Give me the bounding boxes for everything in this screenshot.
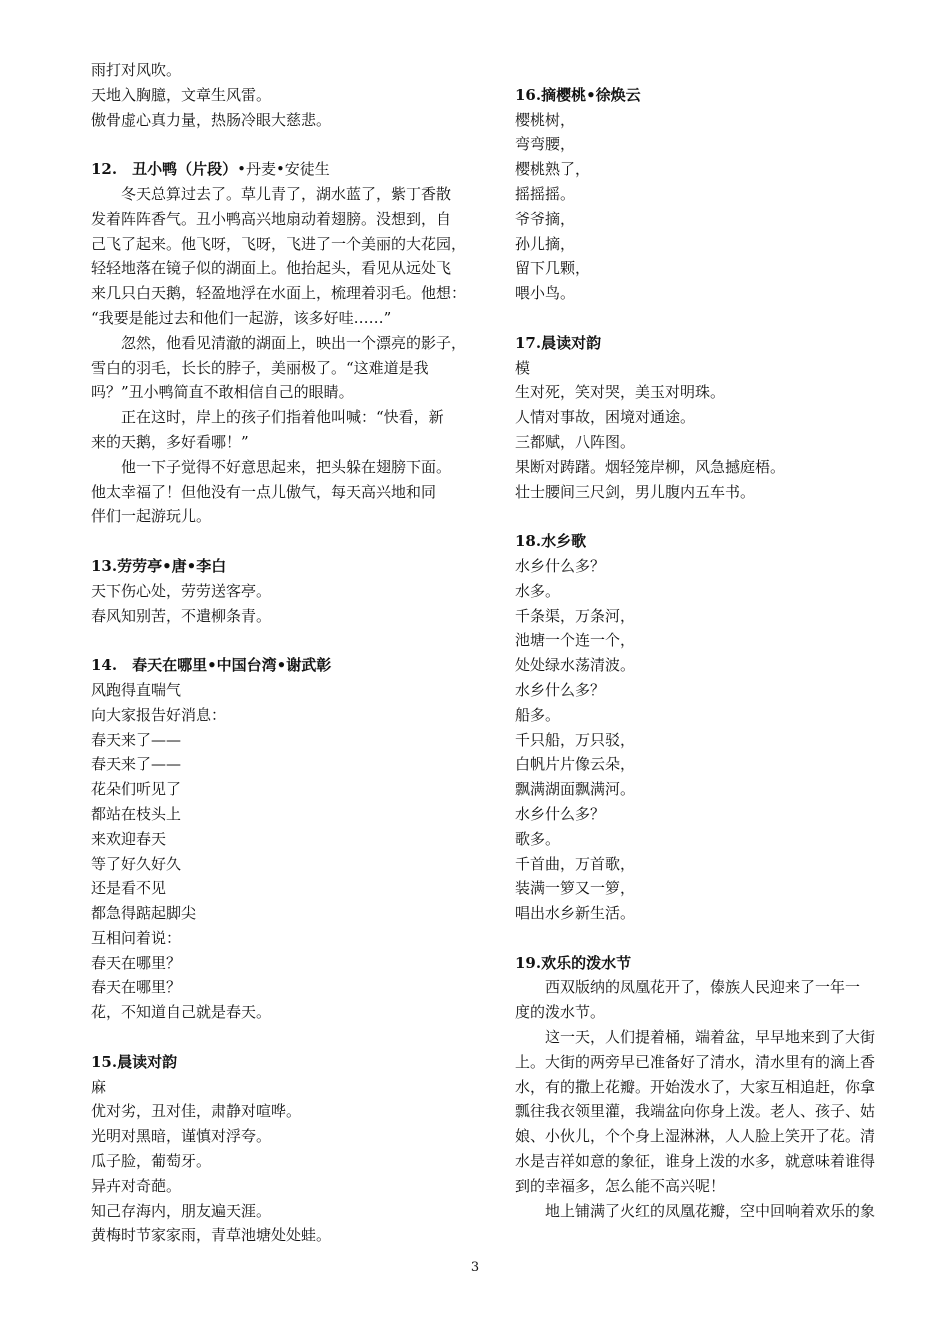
section-title bbox=[515, 83, 910, 108]
text-line: 他一下子觉得不好意思起来，把头躲在翅膀下面。 bbox=[121, 457, 452, 476]
section-title-text: 12. 丑小鸭（片段） bbox=[91, 160, 238, 179]
section-title-text: 15.晨读对韵 bbox=[91, 1052, 178, 1071]
text-line: 天下伤心处，劳劳送客亭。 bbox=[91, 581, 272, 600]
section-title-text: 18.水乡歌 bbox=[515, 532, 587, 551]
text-line: 飘满湖面飘满河。 bbox=[515, 780, 636, 799]
text-line: 池塘一个连一个， bbox=[515, 631, 636, 650]
text-line: 麻 bbox=[91, 1077, 107, 1096]
right-column bbox=[515, 58, 910, 1223]
text-line: 异卉对奇葩。 bbox=[91, 1176, 182, 1195]
paragraph-spacer bbox=[91, 1025, 487, 1050]
text-line: 春天来了—— bbox=[91, 755, 182, 774]
text-line: 优对劣，丑对佳，肃静对喧哗。 bbox=[91, 1102, 302, 1121]
section-title bbox=[515, 529, 910, 554]
text-line: 黄梅时节家家雨，青草池塘处处蛙。 bbox=[91, 1226, 332, 1245]
text-line: 还是看不见 bbox=[91, 879, 167, 898]
page-number: 3 bbox=[470, 1260, 480, 1275]
text-line: 船多。 bbox=[515, 705, 561, 724]
section-title bbox=[91, 1050, 487, 1075]
text-line: 水，有的撒上花瓣。开始泼水了，大家互相追赶，你拿 bbox=[515, 1077, 876, 1096]
paragraph-spacer bbox=[515, 58, 910, 83]
section-title bbox=[91, 653, 487, 678]
paragraph-spacer bbox=[515, 926, 910, 951]
text-line: 留下几颗， bbox=[515, 259, 591, 278]
text-line: 风跑得直喘气 bbox=[91, 680, 182, 699]
text-line: 都急得踮起脚尖 bbox=[91, 904, 197, 923]
paragraph-spacer bbox=[515, 504, 910, 529]
text-line: 到的幸福多，怎么能不高兴呢！ bbox=[515, 1176, 726, 1195]
text-line: 樱桃熟了， bbox=[515, 160, 591, 179]
text-line: 冬天总算过去了。草儿青了，湖水蓝了，紫丁香散 bbox=[121, 184, 452, 203]
text-line: 水是吉祥如意的象征，谁身上泼的水多，就意味着谁得 bbox=[515, 1152, 876, 1171]
text-line: 樱桃树， bbox=[515, 110, 576, 129]
text-line: 壮士腰间三尺剑，男儿腹内五车书。 bbox=[515, 482, 756, 501]
text-line: 春天在哪里？ bbox=[91, 953, 182, 972]
text-line: 互相问着说： bbox=[91, 928, 182, 947]
text-line: 摇摇摇。 bbox=[515, 184, 576, 203]
section-title-text: 19.欢乐的泼水节 bbox=[515, 953, 632, 972]
section-title-text: 13.劳劳亭•唐•李白 bbox=[91, 556, 227, 575]
section-title bbox=[515, 951, 910, 976]
text-line: 来几只白天鹅，轻盈地浮在水面上，梳理着羽毛。他想： bbox=[91, 284, 467, 303]
text-line: 唱出水乡新生活。 bbox=[515, 904, 636, 923]
paragraph-spacer bbox=[91, 132, 487, 157]
text-line: 千首曲，万首歌， bbox=[515, 854, 636, 873]
text-line: 他太幸福了！但他没有一点儿傲气，每天高兴地和同 bbox=[91, 482, 437, 501]
text-line: 吗？”丑小鸭简直不敢相信自己的眼睛。 bbox=[91, 383, 354, 402]
text-line: 西双版纳的凤凰花开了，傣族人民迎来了一年一 bbox=[545, 978, 861, 997]
text-line: 上。大街的两旁早已准备好了清水，清水里有的滴上香 bbox=[515, 1052, 876, 1071]
text-line: 伴们一起游玩儿。 bbox=[91, 507, 212, 526]
text-line: 春风知别苦，不遣柳条青。 bbox=[91, 606, 272, 625]
text-line: 己飞了起来。他飞呀，飞呀，飞进了一个美丽的大花园， bbox=[91, 234, 467, 253]
text-line: 水乡什么多？ bbox=[515, 556, 606, 575]
text-line: 等了好久好久 bbox=[91, 854, 182, 873]
text-line: 雨打对风吹。 bbox=[91, 61, 182, 79]
text-line: 千条渠，万条河， bbox=[515, 606, 636, 625]
paragraph-spacer bbox=[91, 628, 487, 653]
text-line: 发着阵阵香气。丑小鸭高兴地扇动着翅膀。没想到，自 bbox=[91, 209, 452, 228]
text-line: 来的天鹅，多好看哪！” bbox=[91, 432, 249, 451]
text-line: 春天在哪里？ bbox=[91, 978, 182, 997]
text-line: 地上铺满了火红的凤凰花瓣，空中回响着欢乐的象 bbox=[545, 1201, 876, 1220]
text-line: 弯弯腰， bbox=[515, 135, 576, 154]
text-line: 来欢迎春天 bbox=[91, 829, 167, 848]
text-line: 人情对事故，困境对通途。 bbox=[515, 408, 696, 427]
text-line: 瓢往我衣领里灌，我端盆向你身上泼。老人、孩子、姑 bbox=[515, 1102, 876, 1121]
section-title bbox=[91, 157, 487, 182]
text-line: 这一天，人们提着桶，端着盆，早早地来到了大街 bbox=[545, 1028, 876, 1047]
text-line: 爷爷摘， bbox=[515, 209, 576, 228]
text-line: 喂小鸟。 bbox=[515, 284, 576, 303]
text-line: 白帆片片像云朵， bbox=[515, 755, 636, 774]
text-line: 千只船，万只驳， bbox=[515, 730, 636, 749]
paragraph-spacer bbox=[91, 529, 487, 554]
text-line: 装满一箩又一箩， bbox=[515, 879, 636, 898]
text-line: 水乡什么多？ bbox=[515, 804, 606, 823]
section-title bbox=[91, 554, 487, 579]
text-line: 花，不知道自己就是春天。 bbox=[91, 1003, 272, 1022]
text-line: 雪白的羽毛，长长的脖子，美丽极了。“这难道是我 bbox=[91, 358, 429, 377]
text-line: 向大家报告好消息： bbox=[91, 705, 227, 724]
section-title-text: 14. 春天在哪里•中国台湾•谢武彰 bbox=[91, 656, 332, 675]
text-line: 天地入胸臆，文章生风雷。 bbox=[91, 85, 272, 104]
section-title-text: 16.摘樱桃•徐焕云 bbox=[515, 85, 641, 104]
text-line: 知己存海内，朋友遍天涯。 bbox=[91, 1201, 272, 1220]
section-title-text: 17.晨读对韵 bbox=[515, 333, 602, 352]
section-title-author: •丹麦•安徒生 bbox=[237, 160, 330, 179]
text-line: 春天来了—— bbox=[91, 730, 182, 749]
text-line: 光明对黑暗，谨慎对浮夸。 bbox=[91, 1127, 272, 1146]
text-line: 傲骨虚心真力量，热肠冷眼大慈悲。 bbox=[91, 110, 332, 129]
paragraph-spacer bbox=[515, 306, 910, 331]
text-line: 度的泼水节。 bbox=[515, 1003, 606, 1022]
text-line: 果断对踌躇。烟轻笼岸柳，风急撼庭梧。 bbox=[515, 457, 786, 476]
text-line: 正在这时，岸上的孩子们指着他叫喊：“快看，新 bbox=[121, 408, 444, 427]
text-line: 水乡什么多？ bbox=[515, 680, 606, 699]
left-column bbox=[91, 58, 487, 1248]
text-line: 模 bbox=[515, 358, 531, 377]
text-line: “我要是能过去和他们一起游，该多好哇……” bbox=[91, 308, 392, 327]
text-line: 轻轻地落在镜子似的湖面上。他抬起头，看见从远处飞 bbox=[91, 259, 452, 278]
text-line: 孙儿摘， bbox=[515, 234, 576, 253]
text-line: 生对死，笑对哭，美玉对明珠。 bbox=[515, 383, 726, 402]
text-line: 都站在枝头上 bbox=[91, 804, 182, 823]
text-line: 花朵们听见了 bbox=[91, 780, 182, 799]
text-line: 娘、小伙儿，个个身上湿淋淋，人人脸上笑开了花。清 bbox=[515, 1127, 876, 1146]
text-line: 歌多。 bbox=[515, 829, 561, 848]
text-line: 三都赋，八阵图。 bbox=[515, 432, 636, 451]
text-line: 处处绿水荡清波。 bbox=[515, 656, 636, 675]
text-line: 瓜子脸，葡萄牙。 bbox=[91, 1152, 212, 1171]
section-title bbox=[515, 331, 910, 356]
text-line: 水多。 bbox=[515, 581, 561, 600]
text-line: 忽然，他看见清澈的湖面上，映出一个漂亮的影子， bbox=[121, 333, 467, 352]
